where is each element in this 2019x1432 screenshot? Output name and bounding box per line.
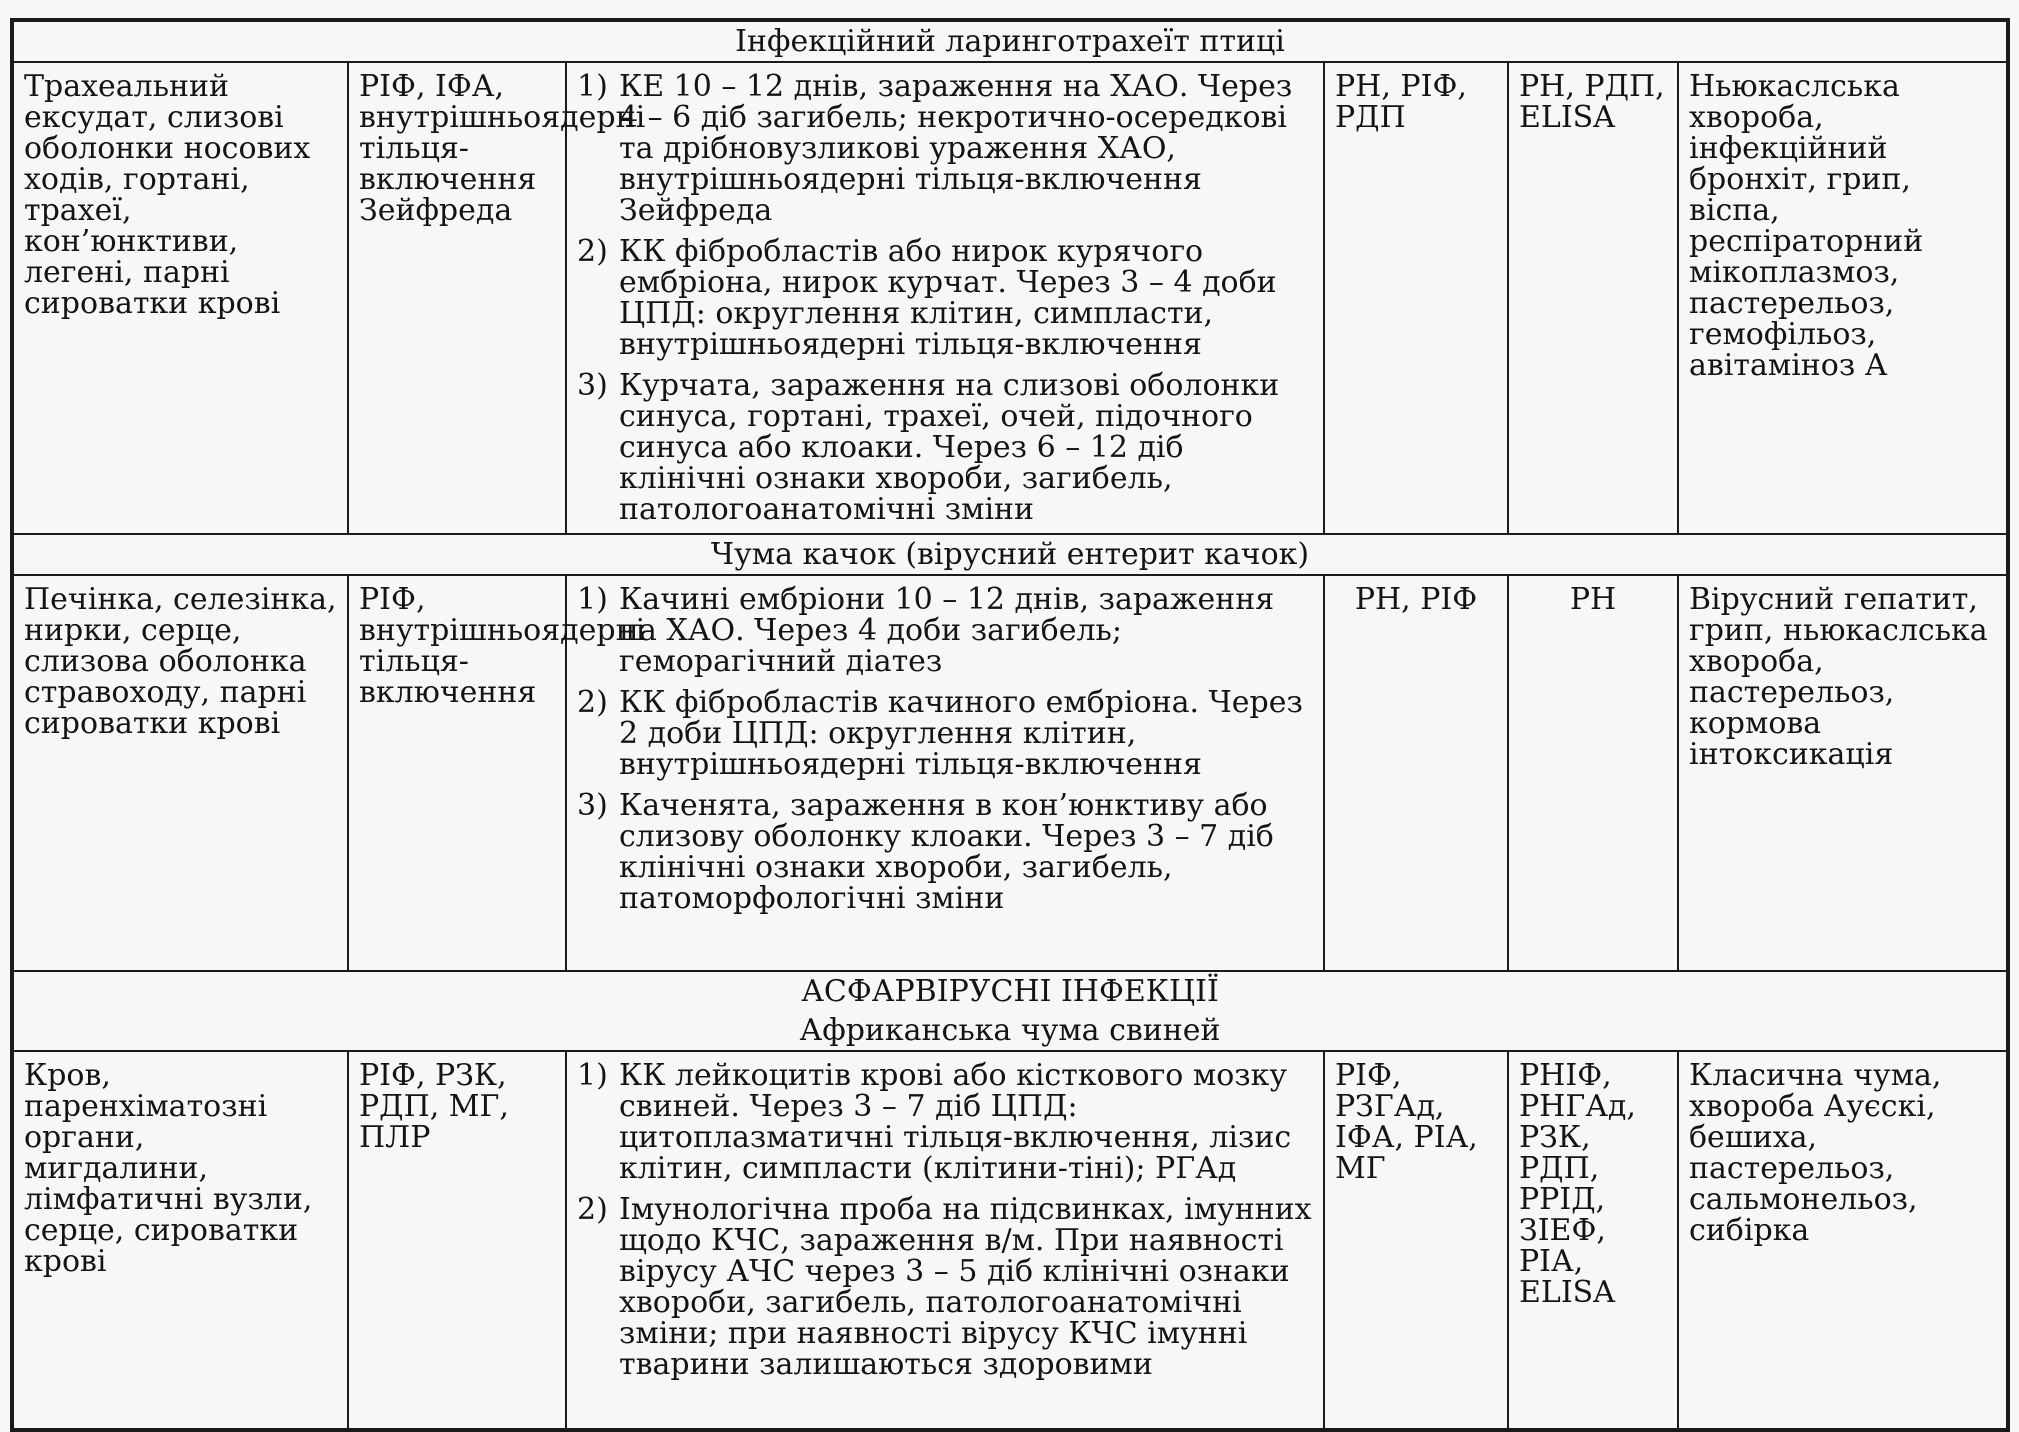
list-item: 2) КК фібробластів качиного ембріона. Через 2 доби ЦПД: округлення клітин, внутрішньоядерні тільця-включення bbox=[577, 685, 1303, 782]
list-item: 2) Імунологічна проба на підсвинках, імунних щодо КЧС, зараження в/м. При наявності вірусу АЧС через 3 – 5 діб клінічні ознаки хвороби, загибель, патологоанатомічні зміни; при наявності вірусу КЧС імунні тварини залишаються здоровими bbox=[577, 1192, 1312, 1382]
isolation-cell bbox=[566, 1051, 1324, 1430]
list-item: 2) КК фібробластів або нирок курячого ембріона, нирок курчат. Через 3 – 4 доби ЦПД: округлення клітин, симпласти, внутрішньоядерні тільця-включення bbox=[577, 234, 1277, 362]
list-item: 3) Курчата, зараження на слизові оболонки синуса, гортані, трахеї, очей, підочного синуса або клоаки. Через 6 – 12 діб клінічні ознаки хвороби, загибель, патологоанатомічні зміни bbox=[577, 368, 1280, 527]
detection-cell: РІФ, внутрішньоядерні тільця-включення bbox=[348, 575, 566, 971]
serology-cell: РНІФ, РНГАд, РЗК, РДП, РРІД, ЗІЕФ, РІА, ELISA bbox=[1508, 1051, 1678, 1430]
table-row bbox=[12, 1051, 2008, 1430]
steps-list bbox=[577, 71, 1313, 525]
table-row bbox=[12, 62, 2008, 534]
group-heading: АСФАРВІРУСНІ ІНФЕКЦІЇ bbox=[12, 971, 2008, 1011]
section-heading: Інфекційний ларинготрахеїт птиці bbox=[12, 20, 2008, 62]
differential-cell: Вірусний гепатит, грип, ньюкаслська хвороба, пастерельоз, кормова інтоксикація bbox=[1678, 575, 2008, 971]
table-row bbox=[12, 575, 2008, 971]
list-item: 1) КЕ 10 – 12 днів, зараження на ХАО. Через 4 – 6 діб загибель; некротично-осередкові та дрібновузликові ураження ХАО, внутрішньоядерні тільця-включення Зейфреда bbox=[577, 69, 1293, 228]
serology-cell: РН bbox=[1508, 575, 1678, 971]
section-heading: Чума качок (вірусний ентерит качок) bbox=[12, 534, 2008, 575]
list-item: 1) Качині ембріони 10 – 12 днів, зараження на ХАО. Через 4 доби загибель; геморагічний діатез bbox=[577, 582, 1275, 679]
section-heading: Африканська чума свиней bbox=[12, 1011, 2008, 1051]
steps-list bbox=[577, 584, 1313, 914]
identification-cell: РН, РІФ bbox=[1324, 575, 1508, 971]
detection-cell: РІФ, РЗК, РДП, МГ, ПЛР bbox=[348, 1051, 566, 1430]
serology-cell: РН, РДП, ELISA bbox=[1508, 62, 1678, 534]
list-item: 3) Каченята, зараження в кон’юнктиву або слизову оболонку клоаки. Через 3 – 7 діб клінічні ознаки хвороби, загибель, патоморфологічні зміни bbox=[577, 788, 1274, 916]
identification-cell: РН, РІФ, РДП bbox=[1324, 62, 1508, 534]
isolation-cell bbox=[566, 62, 1324, 534]
steps-list bbox=[577, 1060, 1313, 1380]
identification-cell: РІФ, РЗГАд, ІФА, РІА, МГ bbox=[1324, 1051, 1508, 1430]
material-cell: Печінка, селезінка, нирки, серце, слизова оболонка стравоходу, парні сироватки крові bbox=[12, 575, 348, 971]
isolation-cell bbox=[566, 575, 1324, 971]
material-cell: Трахеальний ексудат, слизові оболонки носових ходів, гортані, трахеї, кон’юнктиви, легені, парні сироватки крові bbox=[12, 62, 348, 534]
diagnostics-table bbox=[10, 18, 2010, 1432]
detection-cell: РІФ, ІФА, внутрішньоядерні тільця-включення Зейфреда bbox=[348, 62, 566, 534]
differential-cell: Класична чума, хвороба Ауєскі, бешиха, пастерельоз, сальмонельоз, сибірка bbox=[1678, 1051, 2008, 1430]
list-item: 1) КК лейкоцитів крові або кісткового мозку свиней. Через 3 – 7 діб ЦПД: цитоплазматичні тільця-включення, лізис клітин, симпласти (клітини-тіні); РГАд bbox=[577, 1058, 1292, 1186]
differential-cell: Ньюкаслська хвороба, інфекційний бронхіт, грип, віспа, респіраторний мікоплазмоз, пастерельоз, гемофільоз, авітаміноз А bbox=[1678, 62, 2008, 534]
material-cell: Кров, паренхіматозні органи, мигдалини, лімфатичні вузли, серце, сироватки крові bbox=[12, 1051, 348, 1430]
